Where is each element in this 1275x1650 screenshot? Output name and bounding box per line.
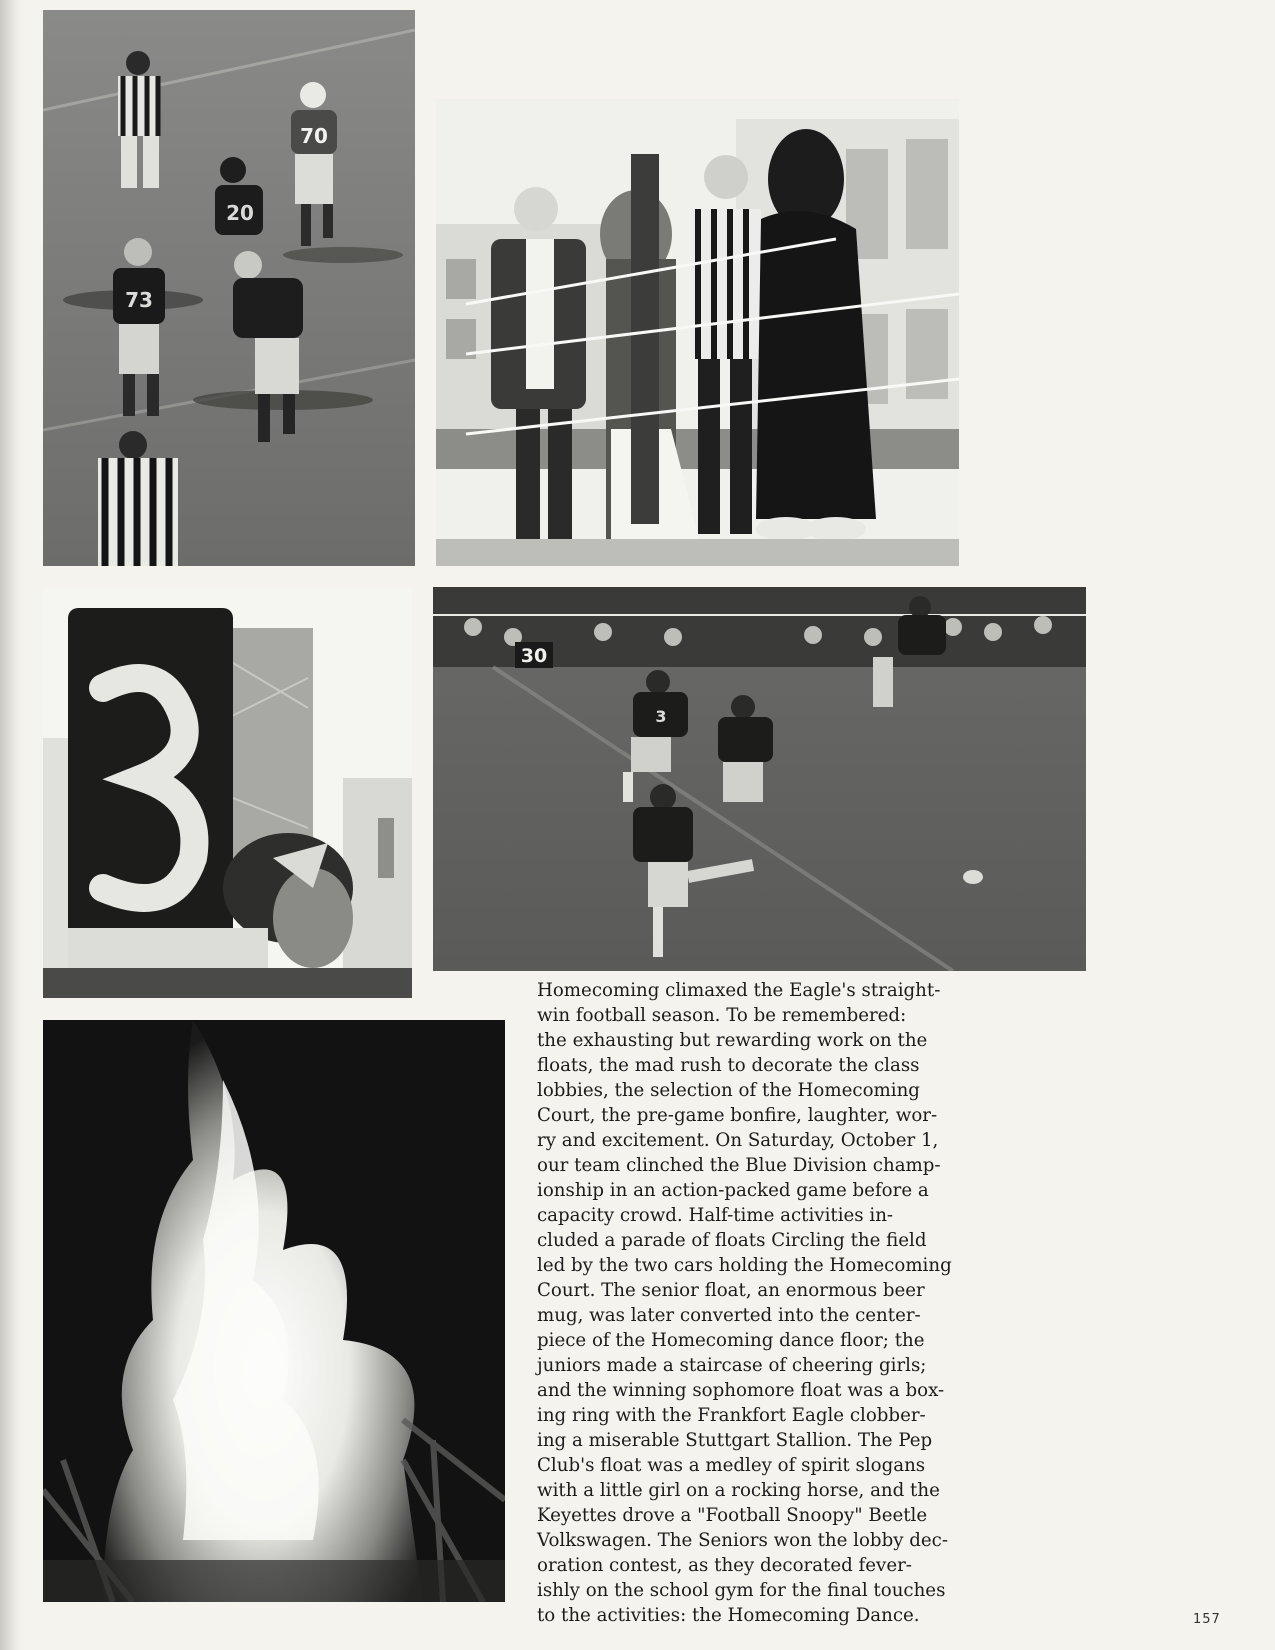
caption-line: piece of the Homecoming dance floor; the xyxy=(537,1330,925,1351)
caption-line: the exhausting but rewarding work on the xyxy=(537,1030,928,1051)
caption-line: ishly on the school gym for the final touches xyxy=(537,1580,946,1601)
caption-line: to the activities: the Homecoming Dance. xyxy=(537,1605,920,1626)
caption-line: win football season. To be remembered: xyxy=(537,1005,907,1026)
homecoming-caption xyxy=(537,978,1057,1628)
photo-boxing-ring-float xyxy=(436,99,959,566)
caption-line: Court. The senior float, an enormous beer xyxy=(537,1280,925,1301)
caption-line: led by the two cars holding the Homecoming xyxy=(537,1255,952,1276)
caption-line: oration contest, as they decorated fever- xyxy=(537,1555,912,1576)
football xyxy=(963,870,983,884)
caption-line: floats, the mad rush to decorate the class xyxy=(537,1055,920,1076)
caption-line: and the winning sophomore float was a box- xyxy=(537,1380,945,1401)
svg-text:73: 73 xyxy=(125,288,153,312)
photo-football-run xyxy=(43,10,415,566)
svg-text:3: 3 xyxy=(144,830,152,841)
photo-senior-float xyxy=(43,588,412,998)
caption-line: capacity crowd. Half-time activities in- xyxy=(537,1205,894,1226)
caption-line: ing ring with the Frankfort Eagle clobber- xyxy=(537,1405,926,1426)
caption-line: juniors made a staircase of cheering girls; xyxy=(537,1355,927,1376)
caption-line: Court, the pre-game bonfire, laughter, wor- xyxy=(537,1105,938,1126)
caption-line: Keyettes drove a "Football Snoopy" Beetle xyxy=(537,1505,928,1526)
caption-line: ing a miserable Stuttgart Stallion. The Pep xyxy=(537,1430,933,1451)
svg-text:70: 70 xyxy=(300,124,328,148)
caption-line: with a little girl on a rocking horse, and the xyxy=(537,1480,940,1501)
page-number: 157 xyxy=(1193,1612,1221,1627)
svg-text:20: 20 xyxy=(226,201,254,225)
yard-marker-text: 30 xyxy=(520,645,548,667)
photo-kickoff xyxy=(433,587,1086,971)
caption-line: our team clinched the Blue Division champ- xyxy=(537,1155,941,1176)
page-binding-shadow xyxy=(0,0,22,1650)
caption-line: cluded a parade of floats Circling the field xyxy=(537,1230,927,1251)
caption-line: ry and excitement. On Saturday, October 1, xyxy=(537,1130,939,1151)
caption-line: lobbies, the selection of the Homecoming xyxy=(537,1080,920,1101)
caption-line: Homecoming climaxed the Eagle's straight- xyxy=(537,980,941,1001)
caption-line: Volkswagen. The Seniors won the lobby dec- xyxy=(537,1530,949,1551)
caption-line: mug, was later converted into the center- xyxy=(537,1305,921,1326)
svg-text:3: 3 xyxy=(655,707,667,726)
caption-line: ionship in an action-packed game before a xyxy=(537,1180,929,1201)
photo-bonfire xyxy=(43,1020,505,1602)
caption-line: Club's float was a medley of spirit slogans xyxy=(537,1455,926,1476)
